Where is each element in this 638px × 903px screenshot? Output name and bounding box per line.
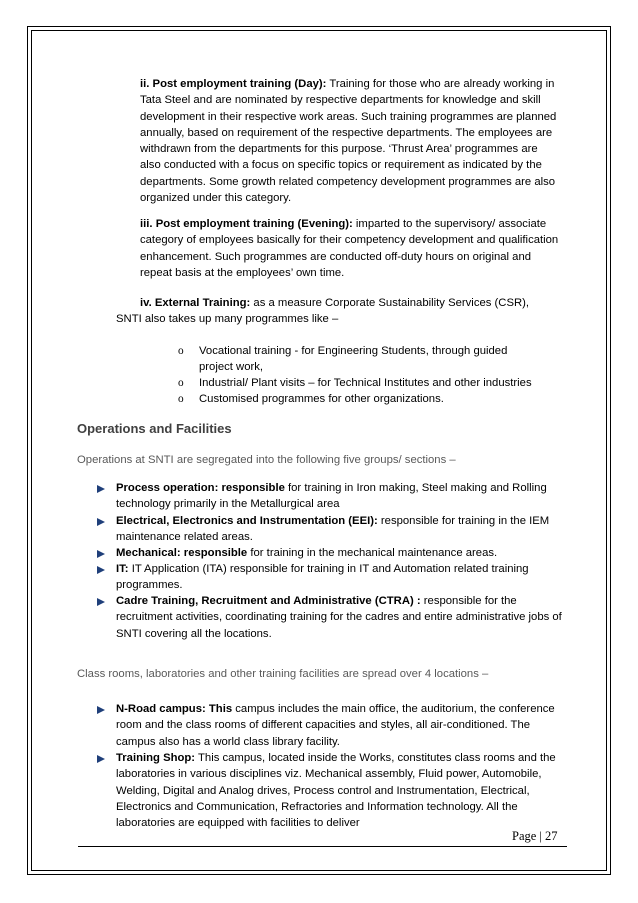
section-body: imparted to the supervisory/ associate category of employees basically for their competency development and qualification enhancement. Such programmes are conducted off-duty hours on original and repeat basis at the employees’ own time. bbox=[140, 218, 559, 279]
list-item: IT: IT Application (ITA) responsible for training in IT and Automation related training programmes. bbox=[116, 563, 529, 592]
triangle-bullet-icon bbox=[97, 706, 105, 714]
section-title: ii. Post employment training (Day): bbox=[140, 78, 327, 90]
triangle-bullet-icon bbox=[97, 485, 105, 493]
list-item: Electrical, Electronics and Instrumentation (EEI): responsible for training in the IEM maintenance related areas. bbox=[116, 515, 550, 544]
list-item: Training Shop: This campus, located inside the Works, constitutes class rooms and the laboratories in various disciplines viz. Mechanical assembly, Fluid power, Automobile, Welding, Digital and Analog drives, Process control and Instrumentation, Electrical, Electronics and Communication, Refractories and Information technology. All the laboratories are equipped with facilities to deliver bbox=[116, 752, 556, 830]
list-marker: o bbox=[178, 377, 184, 389]
paragraph-external-training-cont: SNTI also takes up many programmes like – bbox=[116, 313, 339, 325]
section-title: iv. External Training: bbox=[140, 297, 251, 309]
page-number: Page | 27 bbox=[512, 829, 558, 843]
section-heading: Operations and Facilities bbox=[77, 421, 232, 436]
list-item: Customised programmes for other organizations. bbox=[199, 393, 444, 405]
list-marker: o bbox=[178, 345, 184, 357]
paragraph-external-training bbox=[140, 295, 570, 311]
list-item: Cadre Training, Recruitment and Administrative (CTRA) : responsible for the recruitment activities, coordinating training for the cadres and entire administrative jobs of SNTI covering all the locations. bbox=[116, 595, 562, 640]
triangle-bullet-icon bbox=[97, 598, 105, 606]
list-marker: o bbox=[178, 393, 184, 405]
section-body: as a measure Corporate Sustainability Services (CSR), bbox=[250, 297, 530, 309]
list-item: Industrial/ Plant visits – for Technical Institutes and other industries bbox=[199, 377, 532, 389]
list-item: N-Road campus: This campus includes the main office, the auditorium, the conference room and the class rooms of different capacities and styles, all air-conditioned. The campus also has a world class library facility. bbox=[116, 703, 555, 748]
triangle-bullet-icon bbox=[97, 566, 105, 574]
list-item: Vocational training - for Engineering Students, through guided project work, bbox=[199, 345, 508, 374]
paragraph-post-employment-day bbox=[140, 76, 560, 206]
list-item: Process operation: responsible for training in Iron making, Steel making and Rolling technology primarily in the Metallurgical area bbox=[116, 482, 547, 511]
triangle-bullet-icon bbox=[97, 550, 105, 558]
triangle-bullet-icon bbox=[97, 518, 105, 526]
paragraph-post-employment-evening bbox=[140, 216, 560, 281]
list-item: Mechanical: responsible for training in the mechanical maintenance areas. bbox=[116, 547, 498, 559]
section-body: Training for those who are already working in Tata Steel and are nominated by respective departments for knowledge and skill development in their respective work areas. Such training programmes are planned annually, based on requirement of the respective departments. The employees are withdrawn from the departments for this purpose. ‘Thrust Area’ programmes are also conducted with a focus on specific topics or requirement as indicated by the departments. Some growth related competency development programmes are also organized under this category. bbox=[140, 78, 557, 205]
section-title: iii. Post employment training (Evening): bbox=[140, 218, 353, 230]
triangle-bullet-icon bbox=[97, 755, 105, 763]
footer-rule bbox=[78, 846, 567, 847]
locations-intro: Class rooms, laboratories and other training facilities are spread over 4 locations – bbox=[77, 668, 489, 680]
operations-intro: Operations at SNTI are segregated into the following five groups/ sections – bbox=[77, 454, 456, 466]
